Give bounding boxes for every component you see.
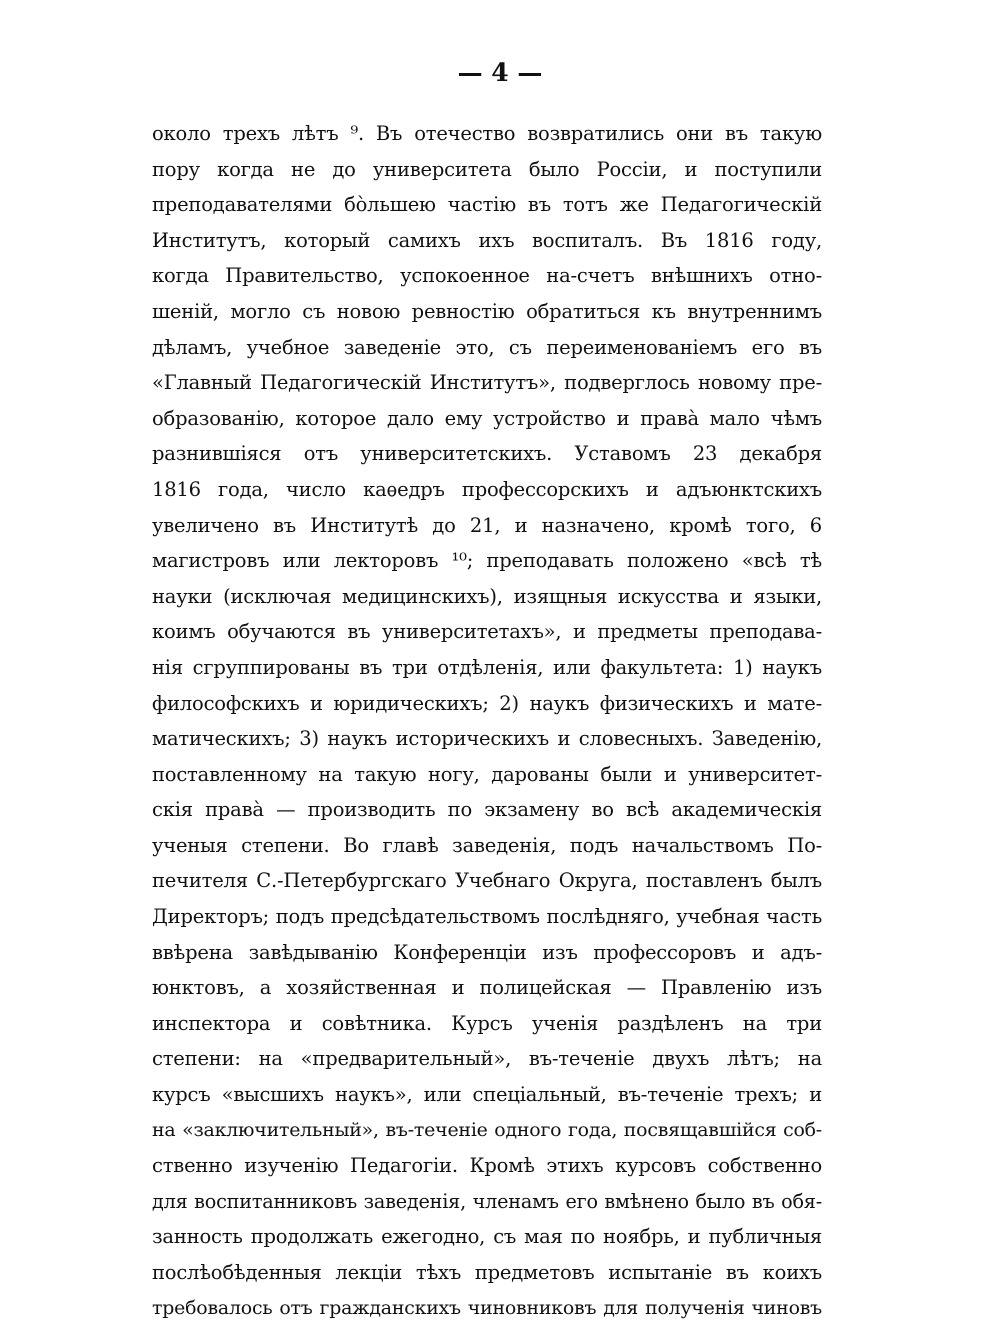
text-line: преподавателями бо̀льшею частію въ тотъ же Педагогическій	[152, 193, 822, 217]
text-line: увеличено въ Институтѣ до 21, и назначено, кромѣ того, 6	[152, 513, 822, 537]
text-line: шеній, могло съ новою ревностію обратиться къ внутреннимъ	[152, 299, 822, 323]
text-line: юнктовъ, а хозяйственная и полицейская — Правленію изъ	[152, 976, 822, 1000]
text-line: послѣобѣденныя лекціи тѣхъ предметовъ испытаніе въ коихъ	[152, 1261, 822, 1284]
text-line: разнившіяся отъ университетскихъ. Уставомъ 23 декабря	[152, 442, 822, 466]
text-line: пору когда не до университета было Россіи, и поступили	[152, 157, 822, 181]
text-line: «Главный Педагогическій Институтъ», подверглось новому пре-	[152, 371, 822, 395]
text-line: на «заключительный», въ-теченіе одного года, посвящавшійся соб-	[152, 1118, 822, 1141]
text-line: для воспитанниковъ заведенія, членамъ его вмѣнено было въ обя-	[152, 1189, 822, 1213]
text-line: требовалось отъ гражданскихъ чиновниковъ для полученія чиновъ	[152, 1296, 822, 1319]
text-line: нія сгруппированы въ три отдѣленія, или факультета: 1) наукъ	[152, 655, 822, 679]
text-line: образованію, которое дало ему устройство и права̀ мало чѣмъ	[152, 406, 822, 430]
text-line: науки (исключая медицинскихъ), изящныя искусства и языки,	[152, 584, 822, 608]
text-line: ственно изученію Педагогіи. Кромѣ этихъ курсовъ собственно	[152, 1154, 822, 1178]
text-line: печителя С.-Петербургскаго Учебнаго Округа, поставленъ былъ	[152, 869, 822, 893]
page-number: — 4 —	[457, 58, 543, 87]
text-line: поставленному на такую ногу, дарованы были и университет-	[152, 762, 822, 786]
text-line: магистровъ или лекторовъ ¹⁰; преподавать положено «всѣ тѣ	[152, 549, 822, 573]
text-line: матическихъ; 3) наукъ историческихъ и словесныхъ. Заведенію,	[152, 727, 822, 751]
text-line: степени: на «предварительный», въ-теченіе двухъ лѣтъ; на	[152, 1047, 822, 1071]
text-line: 1816 года, число каѳедръ профессорскихъ и адъюнктскихъ	[152, 477, 822, 501]
text-line: ученыя степени. Во главѣ заведенія, подъ начальствомъ По-	[152, 833, 822, 857]
text-line: Директоръ; подъ предсѣдательствомъ послѣдняго, учебная часть	[152, 905, 822, 929]
text-line: дѣламъ, учебное заведеніе это, съ переименованіемъ его въ	[152, 335, 822, 359]
text-line: занность продолжать ежегодно, съ мая по ноябрь, и публичныя	[152, 1225, 822, 1249]
text-line: инспектора и совѣтника. Курсъ ученія раздѣленъ на три	[152, 1011, 822, 1035]
text-line: около трехъ лѣтъ ⁹. Въ отечество возвратились они въ такую	[152, 122, 822, 145]
text-line: ввѣрена завѣдыванію Конференціи изъ профессоровъ и адъ-	[152, 940, 822, 964]
text-line: Институтъ, который самихъ ихъ воспиталъ. Въ 1816 году,	[152, 228, 822, 252]
text-line: коимъ обучаются въ университетахъ», и предметы преподава-	[152, 620, 822, 644]
body-text	[152, 116, 822, 1326]
text-line: курсъ «высшихъ наукъ», или спеціальный, въ-теченіе трехъ; и	[152, 1083, 822, 1107]
text-line: скія права̀ — производить по экзамену во всѣ академическія	[152, 798, 822, 822]
text-line: когда Правительство, успокоенное на-счетъ внѣшнихъ отно-	[152, 264, 822, 288]
text-line: философскихъ и юридическихъ; 2) наукъ физическихъ и мате-	[152, 691, 822, 715]
